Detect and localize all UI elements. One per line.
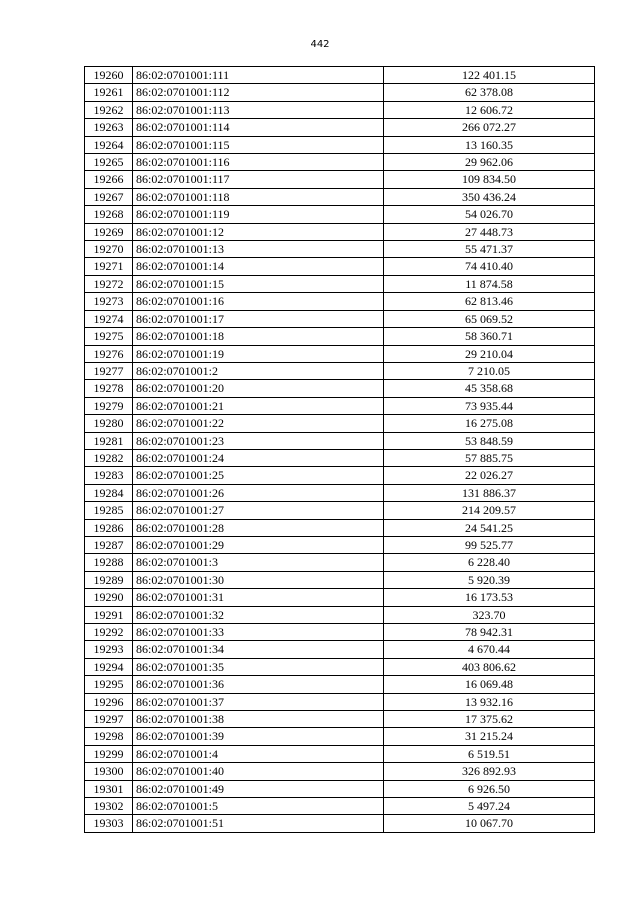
value-cell: 29 962.06	[384, 154, 595, 171]
row-number-cell: 19281	[85, 432, 133, 449]
value-cell: 24 541.25	[384, 519, 595, 536]
table-row	[85, 67, 595, 84]
table-row	[85, 171, 595, 188]
table-row	[85, 571, 595, 588]
row-number-cell: 19300	[85, 763, 133, 780]
table-row	[85, 84, 595, 101]
value-cell: 65 069.52	[384, 310, 595, 327]
table-row	[85, 641, 595, 658]
cadastral-number-cell: 86:02:0701001:35	[133, 658, 384, 675]
cadastral-number-cell: 86:02:0701001:18	[133, 328, 384, 345]
table-row	[85, 536, 595, 553]
value-cell: 74 410.40	[384, 258, 595, 275]
cadastral-number-cell: 86:02:0701001:27	[133, 502, 384, 519]
row-number-cell: 19260	[85, 67, 133, 84]
row-number-cell: 19287	[85, 536, 133, 553]
cadastral-number-cell: 86:02:0701001:19	[133, 345, 384, 362]
row-number-cell: 19274	[85, 310, 133, 327]
cadastral-number-cell: 86:02:0701001:38	[133, 711, 384, 728]
table-row	[85, 449, 595, 466]
cadastral-number-cell: 86:02:0701001:118	[133, 188, 384, 205]
value-cell: 17 375.62	[384, 711, 595, 728]
row-number-cell: 19294	[85, 658, 133, 675]
table-row	[85, 310, 595, 327]
cadastral-number-cell: 86:02:0701001:49	[133, 780, 384, 797]
value-cell: 6 519.51	[384, 745, 595, 762]
table-row	[85, 519, 595, 536]
row-number-cell: 19266	[85, 171, 133, 188]
row-number-cell: 19290	[85, 589, 133, 606]
value-cell: 45 358.68	[384, 380, 595, 397]
row-number-cell: 19269	[85, 223, 133, 240]
row-number-cell: 19263	[85, 119, 133, 136]
cadastral-number-cell: 86:02:0701001:26	[133, 484, 384, 501]
cadastral-number-cell: 86:02:0701001:31	[133, 589, 384, 606]
cadastral-number-cell: 86:02:0701001:15	[133, 275, 384, 292]
table-row	[85, 241, 595, 258]
cadastral-number-cell: 86:02:0701001:28	[133, 519, 384, 536]
value-cell: 12 606.72	[384, 101, 595, 118]
row-number-cell: 19295	[85, 676, 133, 693]
row-number-cell: 19296	[85, 693, 133, 710]
value-cell: 16 069.48	[384, 676, 595, 693]
table-row	[85, 606, 595, 623]
value-cell: 62 813.46	[384, 293, 595, 310]
value-cell: 31 215.24	[384, 728, 595, 745]
row-number-cell: 19275	[85, 328, 133, 345]
value-cell: 10 067.70	[384, 815, 595, 832]
value-cell: 403 806.62	[384, 658, 595, 675]
value-cell: 22 026.27	[384, 467, 595, 484]
row-number-cell: 19299	[85, 745, 133, 762]
table-row	[85, 798, 595, 815]
cadastral-number-cell: 86:02:0701001:33	[133, 624, 384, 641]
table-row	[85, 380, 595, 397]
table-row	[85, 589, 595, 606]
value-cell: 122 401.15	[384, 67, 595, 84]
value-cell: 78 942.31	[384, 624, 595, 641]
table-row	[85, 745, 595, 762]
cadastral-number-cell: 86:02:0701001:22	[133, 415, 384, 432]
cadastral-number-cell: 86:02:0701001:12	[133, 223, 384, 240]
value-cell: 58 360.71	[384, 328, 595, 345]
value-cell: 57 885.75	[384, 449, 595, 466]
value-cell: 54 026.70	[384, 206, 595, 223]
value-cell: 53 848.59	[384, 432, 595, 449]
value-cell: 326 892.93	[384, 763, 595, 780]
value-cell: 99 525.77	[384, 536, 595, 553]
cadastral-number-cell: 86:02:0701001:40	[133, 763, 384, 780]
value-cell: 5 497.24	[384, 798, 595, 815]
row-number-cell: 19278	[85, 380, 133, 397]
cadastral-number-cell: 86:02:0701001:111	[133, 67, 384, 84]
row-number-cell: 19267	[85, 188, 133, 205]
cadastral-number-cell: 86:02:0701001:5	[133, 798, 384, 815]
row-number-cell: 19293	[85, 641, 133, 658]
table-row	[85, 432, 595, 449]
table-row	[85, 693, 595, 710]
row-number-cell: 19268	[85, 206, 133, 223]
row-number-cell: 19303	[85, 815, 133, 832]
cadastral-number-cell: 86:02:0701001:115	[133, 136, 384, 153]
cadastral-number-cell: 86:02:0701001:37	[133, 693, 384, 710]
table-row	[85, 328, 595, 345]
cadastral-number-cell: 86:02:0701001:119	[133, 206, 384, 223]
cadastral-number-cell: 86:02:0701001:21	[133, 397, 384, 414]
data-table	[84, 66, 595, 833]
value-cell: 7 210.05	[384, 362, 595, 379]
cadastral-number-cell: 86:02:0701001:23	[133, 432, 384, 449]
cadastral-number-cell: 86:02:0701001:17	[133, 310, 384, 327]
cadastral-number-cell: 86:02:0701001:3	[133, 554, 384, 571]
table-row	[85, 119, 595, 136]
row-number-cell: 19282	[85, 449, 133, 466]
row-number-cell: 19292	[85, 624, 133, 641]
cadastral-number-cell: 86:02:0701001:116	[133, 154, 384, 171]
row-number-cell: 19271	[85, 258, 133, 275]
table-row	[85, 502, 595, 519]
table-row	[85, 275, 595, 292]
row-number-cell: 19273	[85, 293, 133, 310]
value-cell: 266 072.27	[384, 119, 595, 136]
table-row	[85, 136, 595, 153]
table-row	[85, 676, 595, 693]
table-row	[85, 484, 595, 501]
cadastral-number-cell: 86:02:0701001:13	[133, 241, 384, 258]
value-cell: 73 935.44	[384, 397, 595, 414]
cadastral-number-cell: 86:02:0701001:34	[133, 641, 384, 658]
cadastral-number-cell: 86:02:0701001:117	[133, 171, 384, 188]
table-row	[85, 293, 595, 310]
value-cell: 27 448.73	[384, 223, 595, 240]
row-number-cell: 19272	[85, 275, 133, 292]
row-number-cell: 19262	[85, 101, 133, 118]
row-number-cell: 19302	[85, 798, 133, 815]
table-row	[85, 188, 595, 205]
value-cell: 350 436.24	[384, 188, 595, 205]
value-cell: 29 210.04	[384, 345, 595, 362]
row-number-cell: 19285	[85, 502, 133, 519]
row-number-cell: 19289	[85, 571, 133, 588]
value-cell: 214 209.57	[384, 502, 595, 519]
table-row	[85, 345, 595, 362]
row-number-cell: 19276	[85, 345, 133, 362]
row-number-cell: 19261	[85, 84, 133, 101]
table-row	[85, 658, 595, 675]
value-cell: 4 670.44	[384, 641, 595, 658]
value-cell: 16 173.53	[384, 589, 595, 606]
row-number-cell: 19270	[85, 241, 133, 258]
row-number-cell: 19286	[85, 519, 133, 536]
value-cell: 5 920.39	[384, 571, 595, 588]
cadastral-number-cell: 86:02:0701001:51	[133, 815, 384, 832]
value-cell: 131 886.37	[384, 484, 595, 501]
row-number-cell: 19288	[85, 554, 133, 571]
table-row	[85, 223, 595, 240]
table-row	[85, 554, 595, 571]
cadastral-number-cell: 86:02:0701001:14	[133, 258, 384, 275]
value-cell: 55 471.37	[384, 241, 595, 258]
table-row	[85, 815, 595, 832]
row-number-cell: 19265	[85, 154, 133, 171]
row-number-cell: 19301	[85, 780, 133, 797]
cadastral-number-cell: 86:02:0701001:32	[133, 606, 384, 623]
cadastral-number-cell: 86:02:0701001:114	[133, 119, 384, 136]
cadastral-number-cell: 86:02:0701001:24	[133, 449, 384, 466]
table-row	[85, 780, 595, 797]
row-number-cell: 19279	[85, 397, 133, 414]
row-number-cell: 19284	[85, 484, 133, 501]
table-row	[85, 206, 595, 223]
row-number-cell: 19277	[85, 362, 133, 379]
cadastral-number-cell: 86:02:0701001:39	[133, 728, 384, 745]
page-number: 442	[310, 39, 330, 50]
cadastral-number-cell: 86:02:0701001:113	[133, 101, 384, 118]
table-row	[85, 624, 595, 641]
table-body	[85, 67, 595, 833]
table-row	[85, 154, 595, 171]
table-row	[85, 258, 595, 275]
row-number-cell: 19298	[85, 728, 133, 745]
row-number-cell: 19264	[85, 136, 133, 153]
cadastral-number-cell: 86:02:0701001:30	[133, 571, 384, 588]
cadastral-number-cell: 86:02:0701001:36	[133, 676, 384, 693]
row-number-cell: 19280	[85, 415, 133, 432]
table-row	[85, 362, 595, 379]
row-number-cell: 19291	[85, 606, 133, 623]
value-cell: 62 378.08	[384, 84, 595, 101]
table-row	[85, 101, 595, 118]
value-cell: 11 874.58	[384, 275, 595, 292]
value-cell: 323.70	[384, 606, 595, 623]
cadastral-number-cell: 86:02:0701001:29	[133, 536, 384, 553]
value-cell: 13 160.35	[384, 136, 595, 153]
cadastral-number-cell: 86:02:0701001:4	[133, 745, 384, 762]
table-row	[85, 711, 595, 728]
cadastral-number-cell: 86:02:0701001:112	[133, 84, 384, 101]
value-cell: 16 275.08	[384, 415, 595, 432]
table-row	[85, 397, 595, 414]
row-number-cell: 19297	[85, 711, 133, 728]
value-cell: 6 926.50	[384, 780, 595, 797]
table-row	[85, 728, 595, 745]
value-cell: 6 228.40	[384, 554, 595, 571]
table-row	[85, 415, 595, 432]
cadastral-number-cell: 86:02:0701001:20	[133, 380, 384, 397]
row-number-cell: 19283	[85, 467, 133, 484]
table-row	[85, 467, 595, 484]
value-cell: 109 834.50	[384, 171, 595, 188]
cadastral-number-cell: 86:02:0701001:25	[133, 467, 384, 484]
table-row	[85, 763, 595, 780]
value-cell: 13 932.16	[384, 693, 595, 710]
cadastral-number-cell: 86:02:0701001:2	[133, 362, 384, 379]
cadastral-number-cell: 86:02:0701001:16	[133, 293, 384, 310]
